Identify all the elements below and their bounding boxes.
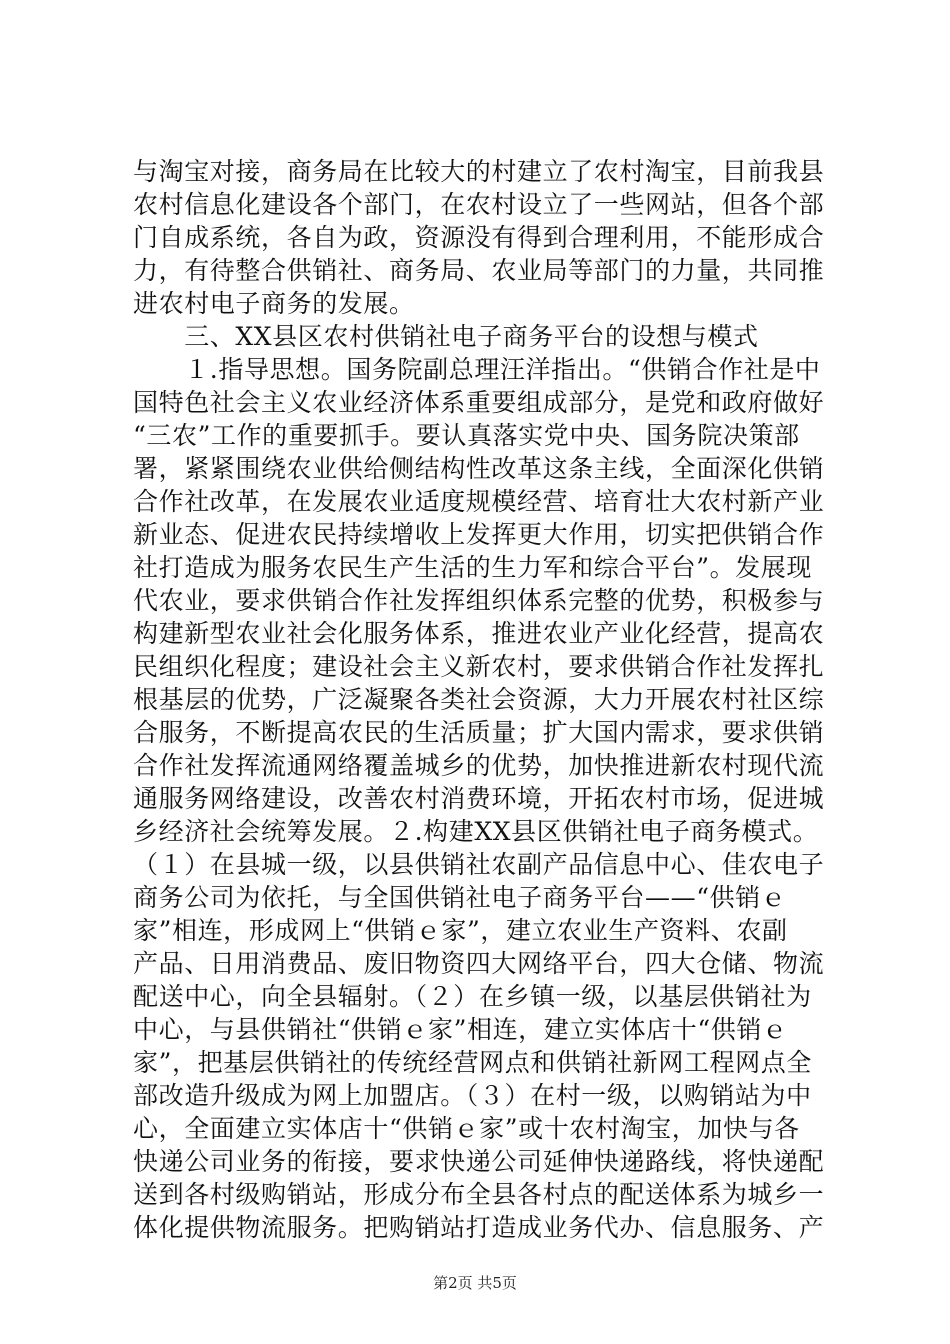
text-line: 家”相连，形成网上“供销ｅ家”，建立农业生产资料、农副 (133, 916, 788, 945)
text-line: 与淘宝对接，商务局在比较大的村建立了农村淘宝，目前我县 (133, 157, 825, 186)
text-line: 合作社改革，在发展农业适度规模经营、培育壮大农村新产业 (133, 487, 825, 516)
text-line: 力，有待整合供销社、商务局、农业局等部门的力量，共同推 (133, 256, 825, 285)
text-line: 乡经济社会统筹发展。２.构建XX县区供销社电子商务模式。 (133, 817, 819, 846)
text-line: 门自成系统，各自为政，资源没有得到合理利用，不能形成合 (133, 223, 825, 252)
text-line: （１）在县城一级，以县供销社农副产品信息中心、佳农电子 (133, 850, 825, 879)
text-line: 商务公司为依托，与全国供销社电子商务平台——“供销ｅ (133, 883, 787, 912)
text-line: 通服务网络建设，改善农村消费环境，开拓农村市场，促进城 (133, 784, 825, 813)
page-number-footer: 第2页 共5页 (433, 1274, 517, 1292)
text-line: 体化提供物流服务。把购销站打造成业务代办、信息服务、产 (133, 1213, 825, 1242)
text-line: 新业态、促进农民持续增收上发挥更大作用，切实把供销合作 (133, 520, 825, 549)
text-line: “三农”工作的重要抓手。要认真落实党中央、国务院决策部 (133, 421, 800, 450)
text-line: 社打造成为服务农民生产生活的生力军和综合平台”。发展现 (133, 553, 812, 582)
text-line: 合服务，不断提高农民的生活质量；扩大国内需求，要求供销 (133, 718, 825, 747)
section-heading: 三、XX县区农村供销社电子商务平台的设想与模式 (133, 322, 759, 351)
text-line: 合作社发挥流通网络覆盖城乡的优势，加快推进新农村现代流 (133, 751, 825, 780)
text-line: 家”，把基层供销社的传统经营网点和供销社新网工程网点全 (133, 1048, 812, 1077)
text-line: 快递公司业务的衔接，要求快递公司延伸快递路线，将快递配 (133, 1147, 825, 1176)
text-line: 送到各村级购销站，形成分布全县各村点的配送体系为城乡一 (133, 1180, 825, 1209)
text-line: 根基层的优势，广泛凝聚各类社会资源，大力开展农村社区综 (133, 685, 825, 714)
text-line: 产品、日用消费品、废旧物资四大网络平台，四大仓储、物流 (133, 949, 825, 978)
text-line: 署，紧紧围绕农业供给侧结构性改革这条主线，全面深化供销 (133, 454, 825, 483)
text-line: 配送中心，向全县辐射。（２）在乡镇一级，以基层供销社为 (133, 982, 812, 1011)
text-line: 构建新型农业社会化服务体系，推进农业产业化经营，提高农 (133, 619, 825, 648)
text-line: 国特色社会主义农业经济体系重要组成部分，是党和政府做好 (133, 388, 825, 417)
text-line: 中心，与县供销社“供销ｅ家”相连，建立实体店十“供销ｅ (133, 1015, 788, 1044)
text-line: １.指导思想。国务院副总理汪洋指出。“供销合作社是中 (133, 355, 821, 384)
text-line: 部改造升级成为网上加盟店。（３）在村一级，以购销站为中 (133, 1081, 812, 1110)
document-body (133, 155, 827, 1244)
text-line: 农村信息化建设各个部门，在农村设立了一些网站，但各个部 (133, 190, 825, 219)
text-line: 代农业，要求供销合作社发挥组织体系完整的优势，积极参与 (133, 586, 825, 615)
text-line: 民组织化程度；建设社会主义新农村，要求供销合作社发挥扎 (133, 652, 825, 681)
text-line: 心，全面建立实体店十“供销ｅ家”或十农村淘宝，加快与各 (133, 1114, 800, 1143)
text-line: 进农村电子商务的发展。 (133, 289, 415, 318)
